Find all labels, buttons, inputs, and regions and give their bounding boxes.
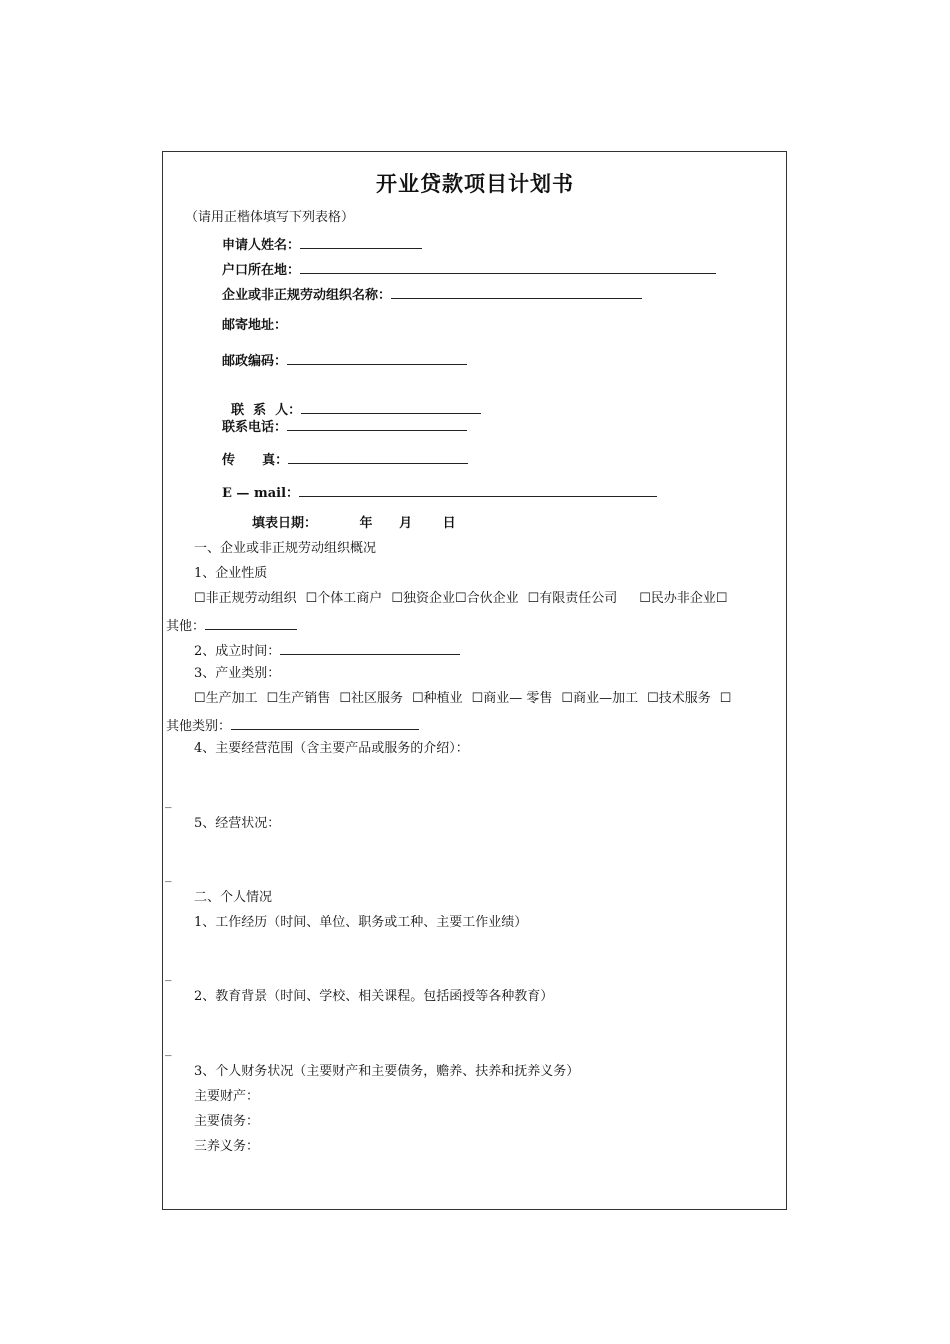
option-planting[interactable]: ☐种植业 <box>411 691 463 706</box>
applicant-name-blank[interactable] <box>300 235 422 249</box>
org-name-blank[interactable] <box>391 285 642 299</box>
nature-options <box>194 591 728 607</box>
fill-instruction: （请用正楷体填写下列表格） <box>185 210 355 225</box>
fill-date-row <box>252 516 456 532</box>
postcode-row <box>222 351 467 370</box>
household-blank[interactable] <box>300 260 716 274</box>
industry-other-row <box>166 716 419 735</box>
date-day: 日 <box>442 516 456 531</box>
q-personal-finance: 3、个人财务状况（主要财产和主要债务，赡养、扶养和抚养义务） <box>194 1064 580 1079</box>
applicant-name-row <box>222 235 422 254</box>
fax-blank[interactable] <box>288 450 468 464</box>
fill-date-label: 填表日期： <box>252 516 318 531</box>
mail-address-row <box>222 318 287 334</box>
q-education: 2、教育背景（时间、学校、相关课程。包括函授等各种教育） <box>194 989 554 1004</box>
fax-label: 传 真： <box>222 453 289 468</box>
nature-other-row <box>166 616 297 635</box>
date-month: 月 <box>399 516 413 531</box>
industry-options <box>194 691 731 707</box>
household-label: 户口所在地： <box>222 263 301 278</box>
contact-row <box>222 384 481 419</box>
nature-other-label: 其他： <box>166 619 206 634</box>
founding-time-blank[interactable] <box>280 641 460 655</box>
option-production[interactable]: ☐生产加工 <box>194 691 258 706</box>
phone-label: 联系电话： <box>222 420 288 435</box>
nature-other-blank[interactable] <box>205 616 297 630</box>
dash-mark-4: _ <box>165 1042 172 1057</box>
email-blank[interactable] <box>299 483 657 497</box>
document-title: 开业贷款项目计划书 <box>376 171 574 196</box>
option-community-service[interactable]: ☐社区服务 <box>339 691 403 706</box>
option-private-nonenterprise[interactable]: ☐民办非企业☐ <box>639 591 728 606</box>
industry-other-label: 其他类别： <box>166 719 232 734</box>
industry-other-blank[interactable] <box>231 716 419 730</box>
applicant-name-label: 申请人姓名： <box>222 238 301 253</box>
option-individual-business[interactable]: ☐个体工商户 <box>305 591 383 606</box>
debts-label: 主要债务： <box>194 1114 260 1129</box>
option-commerce-processing[interactable]: ☐商业—加工 <box>561 691 639 706</box>
date-year: 年 <box>359 516 373 531</box>
q-industry-category: 3、产业类别： <box>194 666 281 681</box>
fax-row <box>222 450 468 469</box>
contact-blank[interactable] <box>301 400 481 414</box>
org-name-label: 企业或非正规劳动组织名称： <box>222 288 392 303</box>
q-work-experience: 1、工作经历（时间、单位、职务或工种、主要工作业绩） <box>194 915 528 930</box>
org-name-row <box>222 285 642 304</box>
postcode-blank[interactable] <box>287 351 467 365</box>
mail-address-label: 邮寄地址： <box>222 318 288 333</box>
contact-label: 联 系 人： <box>231 403 302 418</box>
email-label: E — mail： <box>222 486 300 501</box>
assets-label: 主要财产： <box>194 1089 260 1104</box>
dash-mark-1: _ <box>165 794 172 809</box>
option-retail[interactable]: ☐商业— 零售 <box>471 691 553 706</box>
founding-time-row <box>194 641 460 660</box>
dash-mark-3: _ <box>165 967 172 982</box>
household-row <box>222 260 716 279</box>
option-limited-company[interactable]: ☐有限责任公司 <box>527 591 618 606</box>
q-operating-status: 5、经营状况： <box>194 816 281 831</box>
founding-time-label: 2、成立时间： <box>194 644 281 659</box>
postcode-label: 邮政编码： <box>222 354 288 369</box>
obligations-label: 三养义务： <box>194 1139 260 1154</box>
q-enterprise-nature: 1、企业性质 <box>194 566 268 581</box>
option-tech-service[interactable]: ☐技术服务 <box>647 691 711 706</box>
option-informal-org[interactable]: ☐非正规劳动组织 <box>194 591 297 606</box>
section1-heading: 一、企业或非正规劳动组织概况 <box>194 541 377 556</box>
dash-mark-2: _ <box>165 868 172 883</box>
phone-row <box>222 417 467 436</box>
option-sole-partnership[interactable]: ☐独资企业☐合伙企业 <box>391 591 519 606</box>
phone-blank[interactable] <box>287 417 467 431</box>
section2-heading: 二、个人情况 <box>194 890 273 905</box>
q-business-scope: 4、主要经营范围（含主要产品或服务的介绍）： <box>194 741 469 756</box>
email-row <box>222 483 657 502</box>
option-other-category-box[interactable]: ☐ <box>719 691 732 706</box>
option-production-sales[interactable]: ☐生产销售 <box>266 691 331 706</box>
